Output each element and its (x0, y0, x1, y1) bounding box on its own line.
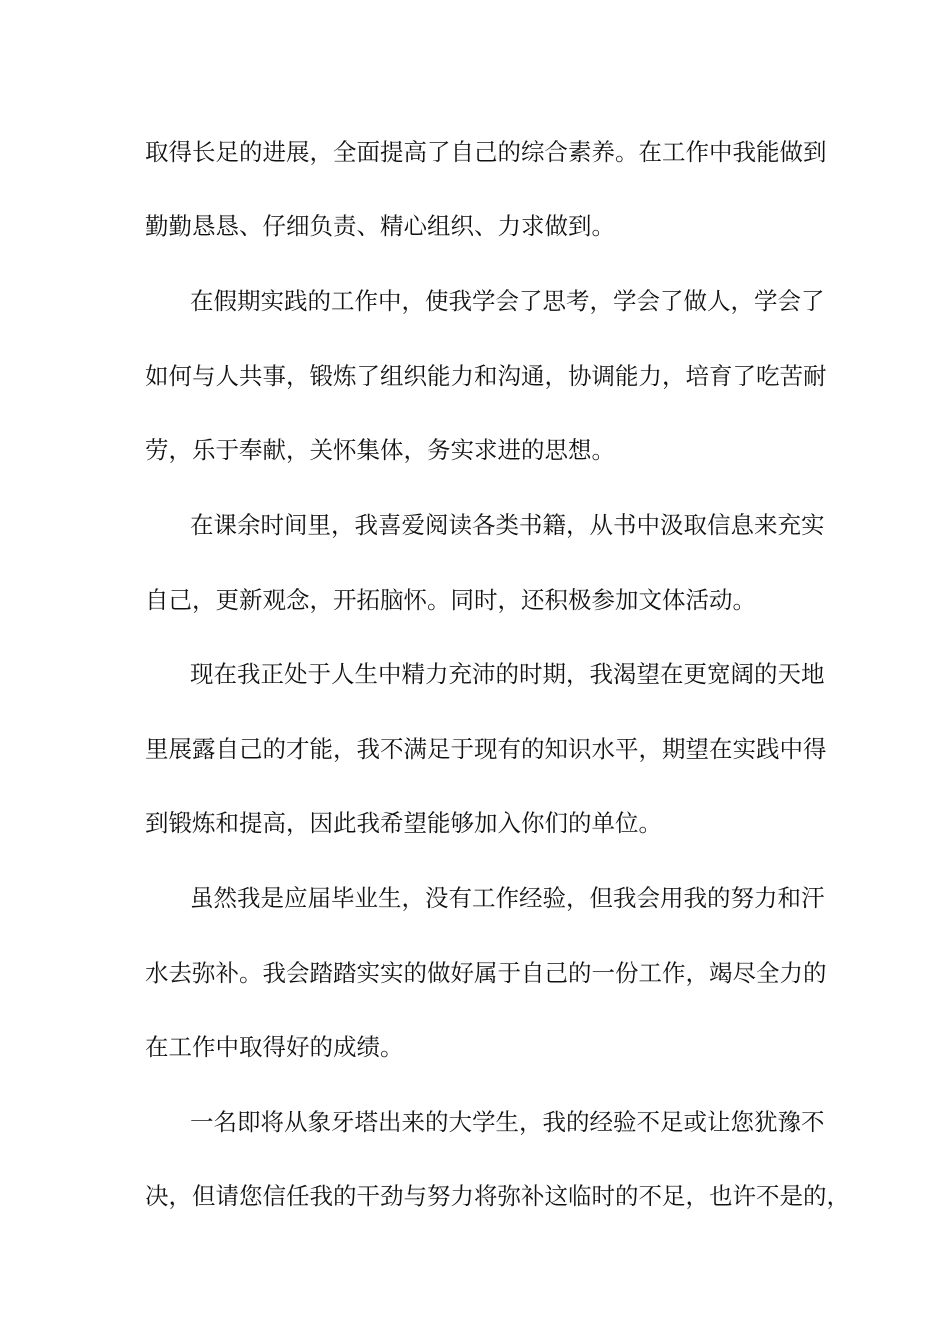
text-line: 水去弥补。我会踏踏实实的做好属于自己的一份工作，竭尽全力的 (145, 959, 827, 987)
text-line: 劳，乐于奉献，关怀集体，务实求进的思想。 (145, 436, 615, 464)
paragraph-first-line: 一名即将从象牙塔出来的大学生，我的经验不足或让您犹豫不 (190, 1108, 825, 1136)
paragraph-first-line: 在假期实践的工作中，使我学会了思考，学会了做人，学会了 (190, 287, 825, 315)
text-line: 里展露自己的才能，我不满足于现有的知识水平，期望在实践中得 (145, 735, 827, 763)
paragraph-first-line: 现在我正处于人生中精力充沛的时期，我渴望在更宽阔的天地 (190, 660, 825, 688)
text-line: 如何与人共事，锻炼了组织能力和沟通，协调能力，培育了吃苦耐 (145, 362, 827, 390)
paragraph-first-line: 虽然我是应届毕业生，没有工作经验，但我会用我的努力和汗 (190, 884, 825, 912)
text-line: 自己，更新观念，开拓脑怀。同时，还积极参加文体活动。 (145, 586, 756, 614)
text-line: 取得长足的进展，全面提高了自己的综合素养。在工作中我能做到 (145, 138, 827, 166)
text-line: 决，但请您信任我的干劲与努力将弥补这临时的不足，也许不是的， (145, 1182, 850, 1210)
text-line: 在工作中取得好的成绩。 (145, 1033, 404, 1061)
text-line: 到锻炼和提高，因此我希望能够加入你们的单位。 (145, 809, 662, 837)
text-line: 勤勤恳恳、仔细负责、精心组织、力求做到。 (145, 212, 615, 240)
paragraph-first-line: 在课余时间里，我喜爱阅读各类书籍，从书中汲取信息来充实 (190, 511, 825, 539)
